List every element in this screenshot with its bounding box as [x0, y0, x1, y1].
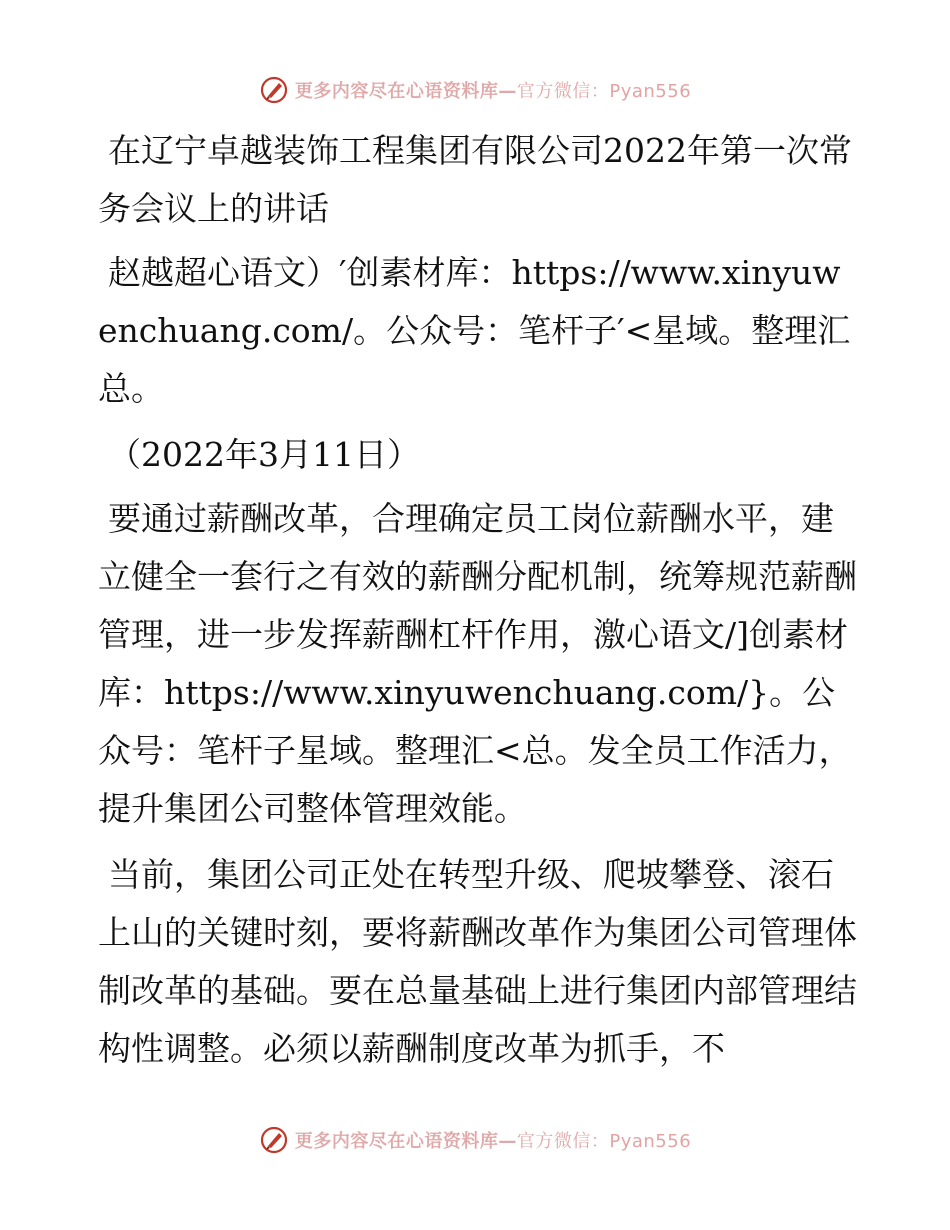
footer-watermark — [0, 1120, 950, 1160]
paragraph-1: 要通过薪酬改革，合理确定员工岗位薪酬水平，建立健全一套行之有效的薪酬分配机制，统筹规范薪酬管理，进一步发挥薪酬杠杆作用，激心语文/]创素材库：https://www.xinyuwenchuang.com/}。公众号：笔杆子星域。整理汇<总。发全员工作活力，提升集团公司整体管理效能。 — [98, 499, 857, 828]
footer-banner-text — [295, 1127, 691, 1153]
footer-brand: 更多内容尽在心语资料库 — [294, 1131, 499, 1152]
footer-wechat-label: 官方微信： — [516, 1131, 610, 1152]
header-banner-text — [295, 77, 691, 103]
document-byline: 赵越超心语文）′创素材库：https://www.xinyuwenchuang.com/。公众号：笔杆子′<星域。整理汇总。 — [98, 253, 851, 408]
footer-dash: — — [498, 1131, 517, 1152]
footer-wechat-id: Pyan556 — [609, 1131, 692, 1152]
header-dash: — — [498, 81, 517, 102]
header-wechat-id: Pyan556 — [609, 81, 692, 102]
document-date: （2022年3月11日） — [108, 435, 420, 474]
header-brand: 更多内容尽在心语资料库 — [294, 81, 499, 102]
header-wechat-label: 官方微信： — [516, 81, 610, 102]
quill-logo-icon — [259, 1125, 289, 1155]
document-title: 在辽宁卓越装饰工程集团有限公司2022年第一次常务会议上的讲话 — [98, 131, 852, 228]
header-watermark — [0, 70, 950, 110]
paragraph-2: 当前，集团公司正处在转型升级、爬坡攀登、滚石上山的关键时刻，要将薪酬改革作为集团公司管理体制改革的基础。要在总量基础上进行集团内部管理结构性调整。必须以薪酬制度改革为抓手，不 — [98, 855, 857, 1068]
quill-logo-icon — [259, 75, 289, 105]
document-body — [98, 122, 858, 1086]
